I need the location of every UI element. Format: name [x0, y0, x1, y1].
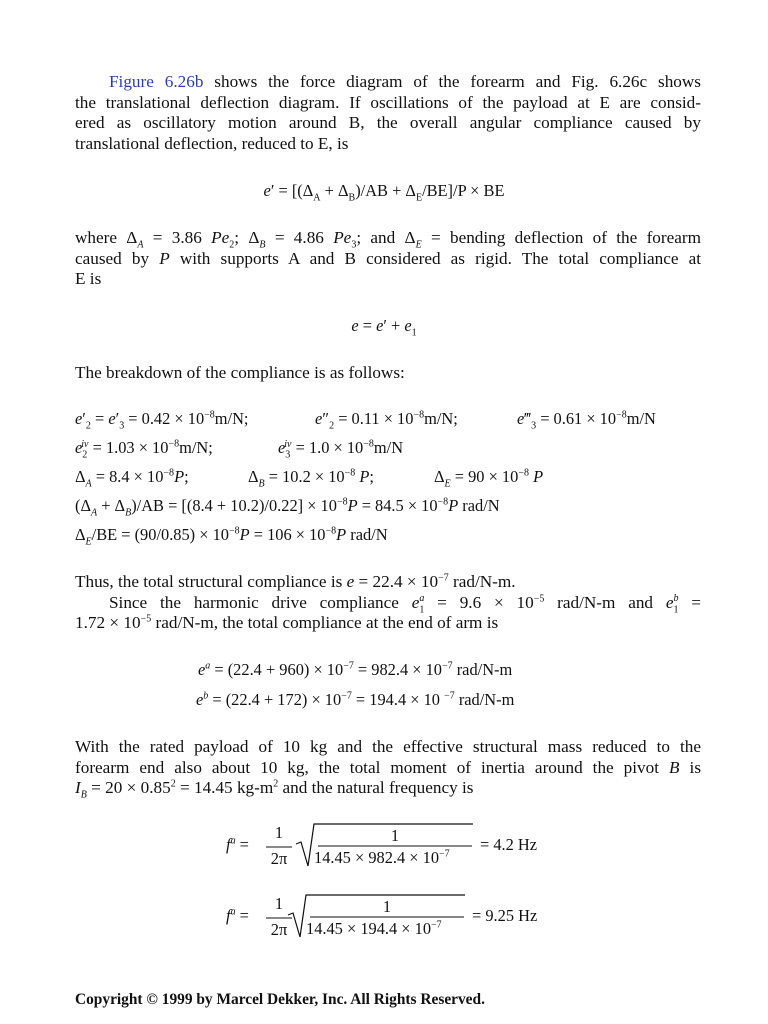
breakdown-row-5: $\Delta_E/BE = (90/0.85) \times 10^{-8}P = 106 \times 10^{-8}P$ rad/N: [75, 525, 388, 548]
fraction-numerator: 1: [274, 823, 284, 842]
equation-total-compliance: $e = e' + e_1$: [351, 316, 417, 339]
paragraph-3-line-3: $1.72 \times 10^{-5}$ rad/N-m, the total compliance at the end of arm is: [75, 613, 499, 632]
breakdown-row-2-b: $e_3^{iv} = 1.0 \times 10^{-8}m/N$: [278, 438, 404, 461]
paragraph-1-text: shows the force diagram of the forearm and Fig. 6.26c shows: [203, 72, 701, 91]
sqrt-numerator: 1: [390, 826, 400, 845]
document-page: Figure 6.26b shows the force diagram of the forearm and Fig. 6.26c shows the translational deflection diagram. If oscillations of the payload at E are consid- ered as oscillatory motion around B, the overall angular compliance caused by translational deflection, reduced to E, is $e' = [(\Delta_A + \Delta_B)/AB + \Delta_E/BE]/P$ × BE where $\Delta_A = 3.86$ $Pe_2$; $\Delta_B = 4.86$ $Pe_3$; and $\Delta_E$ = bending deflection of the forearm caused by P with supports A and B considered as rigid. The total compliance at E is $e = e' + e_1$ The breakdown of the compliance is as follows: $e'_2 = e'_3 = 0.42 \times 10^{-8}m/N$; $e''_2 = 0.11 \times 10^{-8}m/N$; $e‴_3 = 0.61 \times 10^{-8}m/N$ $e_2^{iv} = 1.03 \times 10^{-8}m/N$; $e_3^{iv} = 1.0 \times 10^{-8}m/N$ $\Delta_A = 8.4 \times 10^{-8}P$; $\Delta_B = 10.2 \times 10^{-8}$ P; $\Delta_E = 90 \times 10^{-8}$ P $(\Delta_A + \Delta_B)/AB = [(8.4 + 10.2)/0.22] \times 10^{-8}P = 84.5 \times 10^{-8}P$ rad/N $\Delta_E/BE = (90/0.85) \times 10^{-8}P = 106 \times 10^{-8}P$ rad/N Thus, the total structural compliance is $e = 22.4 \times 10^{-7}$ rad/N-m. Since the harmonic drive compliance $e_1^a = 9.6 \times 10^{-5}$ rad/N-m and $e_1^b$ = $1.72 \times 10^{-5}$ rad/N-m, the total compliance at the end of arm is $e^a = (22.4 + 960) \times 10^{-7} = 982.4 \times 10^{-7}$ rad/N-m $e^b = (22.4 + 172) \times 10^{-7} = 194.4 \times 10$ $^{-7}$ rad/N-m With the rated payload of 10 kg and the effective structural mass reduced to the forearm end also about 10 kg, the total moment of inertia around the pivot B is $I_B = 20 \times 0.85^2 = 14.45$ $kg-m^2$ and the natural frequency is $f^a$ = 1 2π 1 $14.45 \times 982.4 \times 10^{-7}$ = 4.2 Hz $f^a$ = 1 2π 1 $14.45 \times 194.4 \times 10^{-7}$ = 9.25 Hz Copyright © 1999 by Marcel Dekker, Inc. All Rights Reserved.: [0, 0, 768, 1024]
frequency-result-b: = 9.25 Hz: [472, 906, 538, 925]
breakdown-row-3-a: $\Delta_A = 8.4 \times 10^{-8}P$;: [75, 467, 189, 490]
breakdown-row-1-a: $e'_2 = e'_3 = 0.42 \times 10^{-8}m/N$;: [75, 409, 249, 432]
paragraph-2-line-1: where $\Delta_A = 3.86$ $Pe_2$; $\Delta_B = 4.86$ $Pe_3$; and $\Delta_E$ = bending deflection of the forearm: [75, 228, 701, 251]
breakdown-row-1-b: $e''_2 = 0.11 \times 10^{-8}m/N$;: [315, 409, 458, 432]
equation-compliance-b: $e^b = (22.4 + 172) \times 10^{-7} = 194.4 \times 10$ $^{-7}$ rad/N-m: [196, 690, 515, 709]
equation-compliance-a: $e^a = (22.4 + 960) \times 10^{-7} = 982.4 \times 10^{-7}$ rad/N-m: [198, 660, 513, 679]
paragraph-2-line-3: E is: [75, 269, 102, 288]
paragraph-4-line-2: forearm end also about 10 kg, the total moment of inertia around the pivot B is: [75, 758, 702, 777]
fraction-denominator: 2π: [270, 920, 288, 939]
paragraph-3-line-1: Thus, the total structural compliance is $e = 22.4 \times 10^{-7}$ rad/N-m.: [75, 572, 516, 591]
paragraph-4-line-1: With the rated payload of 10 kg and the effective structural mass reduced to the: [75, 737, 701, 756]
figure-link[interactable]: Figure 6.26b: [109, 72, 204, 91]
paragraph-2-line-2: caused by P with supports A and B considered as rigid. The total compliance at: [75, 249, 701, 268]
breakdown-row-1-c: $e‴_3 = 0.61 \times 10^{-8}m/N$: [517, 409, 656, 432]
paragraph-3-line-2: Since the harmonic drive compliance $e_1^a = 9.6 \times 10^{-5}$ rad/N-m and $e_1^b$ =: [109, 593, 701, 616]
paragraph-4-line-3: $I_B = 20 \times 0.85^2 = 14.45$ $kg-m^2$ and the natural frequency is: [75, 778, 474, 801]
sqrt-denominator: $14.45 \times 982.4 \times 10^{-7}$: [314, 848, 450, 867]
frequency-result-a: = 4.2 Hz: [480, 835, 538, 854]
paragraph-1-line-2: the translational deflection diagram. If oscillations of the payload at E are consid-: [75, 93, 701, 112]
fraction-numerator: 1: [274, 894, 284, 913]
breakdown-intro: The breakdown of the compliance is as follows:: [75, 363, 405, 382]
paragraph-1-line-4: translational deflection, reduced to E, is: [75, 134, 349, 153]
breakdown-row-4: $(\Delta_A + \Delta_B)/AB = [(8.4 + 10.2)/0.22] \times 10^{-8}P = 84.5 \times 10^{-8}P$ rad/N: [75, 496, 500, 519]
breakdown-row-3-b: $\Delta_B = 10.2 \times 10^{-8}$ P;: [248, 467, 374, 490]
paragraph-1-line-1: [75, 72, 701, 92]
sqrt-numerator: 1: [382, 897, 392, 916]
fraction-bar: [266, 846, 292, 848]
paragraph-1-line-3: ered as oscillatory motion around B, the overall angular compliance caused by: [75, 113, 701, 132]
breakdown-row-3-c: $\Delta_E = 90 \times 10^{-8}$ P: [434, 467, 544, 490]
breakdown-row-2-a: $e_2^{iv} = 1.03 \times 10^{-8}m/N$;: [75, 438, 213, 461]
fraction-denominator: 2π: [270, 849, 288, 868]
sqrt-denominator: $14.45 \times 194.4 \times 10^{-7}$: [306, 919, 442, 938]
copyright-footer: Copyright © 1999 by Marcel Dekker, Inc. All Rights Reserved.: [75, 991, 485, 1008]
equation-angular-compliance: $e' = [(\Delta_A + \Delta_B)/AB + \Delta_E/BE]/P$ × BE: [263, 181, 505, 204]
